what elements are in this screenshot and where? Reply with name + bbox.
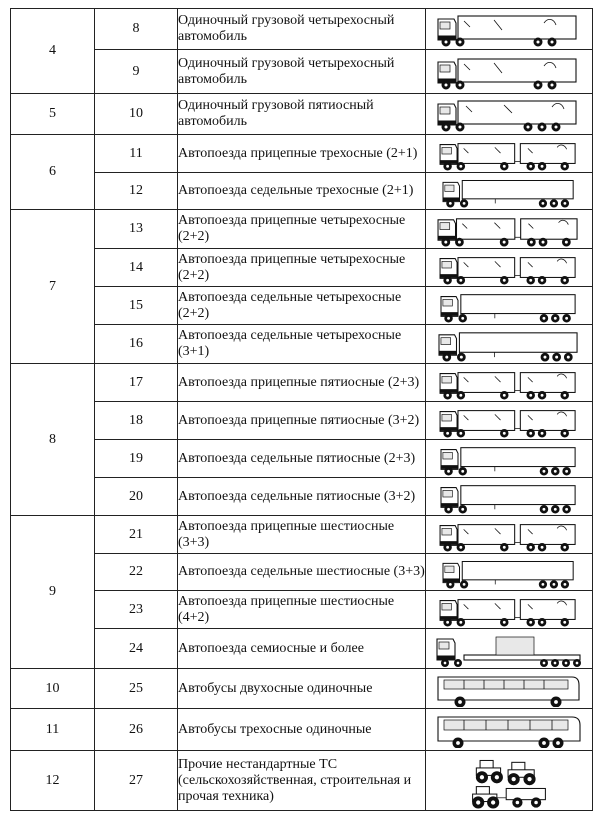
rigid-truck-5-axle-icon	[434, 96, 584, 132]
vehicle-class-description: Автопоезда прицепные четырехосные (2+2)	[178, 210, 426, 249]
vehicle-class-number: 23	[95, 591, 178, 629]
table-row	[11, 210, 593, 249]
truck-trailer-icon	[434, 212, 584, 247]
table-row	[11, 669, 593, 709]
vehicle-illustration-cell	[426, 50, 593, 94]
truck-trailer-icon	[434, 366, 584, 400]
vehicle-group-cell: 11	[11, 709, 95, 751]
table-row	[11, 135, 593, 173]
vehicle-class-description: Автопоезда прицепные четырехосные (2+2)	[178, 249, 426, 287]
vehicle-group-cell: 5	[11, 94, 95, 135]
bus-2-axle-icon	[434, 671, 584, 707]
table-body	[11, 9, 593, 811]
table-row	[11, 364, 593, 402]
vehicle-illustration-cell	[426, 554, 593, 591]
vehicle-class-number: 17	[95, 364, 178, 402]
tractor-semitrailer-icon	[434, 480, 584, 514]
vehicle-class-description: Одиночный грузовой пятиосный автомобиль	[178, 94, 426, 135]
vehicle-group-cell: 10	[11, 669, 95, 709]
tractor-semitrailer-icon	[434, 556, 584, 589]
vehicle-group-cell: 8	[11, 364, 95, 516]
table-row	[11, 554, 593, 591]
table-row	[11, 173, 593, 210]
table-row	[11, 478, 593, 516]
table-row	[11, 50, 593, 94]
vehicle-class-number: 26	[95, 709, 178, 751]
vehicle-class-description: Одиночный грузовой четырехосный автомобиль	[178, 9, 426, 50]
vehicle-illustration-cell	[426, 210, 593, 249]
tractor-machinery-icon	[434, 753, 584, 809]
vehicle-class-number: 16	[95, 325, 178, 364]
vehicle-illustration-cell	[426, 364, 593, 402]
vehicle-class-description: Автопоезда седельные трехосные (2+1)	[178, 173, 426, 210]
vehicle-illustration-cell	[426, 751, 593, 811]
vehicle-class-number: 19	[95, 440, 178, 478]
vehicle-class-description: Автопоезда седельные пятиосные (2+3)	[178, 440, 426, 478]
tractor-semitrailer-icon	[434, 175, 584, 208]
vehicle-class-description: Прочие нестандартные ТС (сельскохозяйственная, строительная и прочая техника)	[178, 751, 426, 811]
vehicle-class-number: 12	[95, 173, 178, 210]
vehicle-class-number: 9	[95, 50, 178, 94]
vehicle-class-number: 27	[95, 751, 178, 811]
vehicle-class-description: Автопоезда седельные пятиосные (3+2)	[178, 478, 426, 516]
tractor-semitrailer-icon	[434, 442, 584, 476]
truck-trailer-icon	[434, 404, 584, 438]
vehicle-class-number: 11	[95, 135, 178, 173]
vehicle-class-number: 21	[95, 516, 178, 554]
vehicle-group-cell: 9	[11, 516, 95, 669]
vehicle-illustration-cell	[426, 516, 593, 554]
vehicle-class-description: Автобусы двухосные одиночные	[178, 669, 426, 709]
vehicle-class-number: 24	[95, 629, 178, 669]
vehicle-class-number: 18	[95, 402, 178, 440]
truck-trailer-icon	[434, 137, 584, 171]
vehicle-illustration-cell	[426, 669, 593, 709]
table-row	[11, 591, 593, 629]
vehicle-class-description: Автопоезда семиосные и более	[178, 629, 426, 669]
vehicle-class-description: Автопоезда прицепные шестиосные (3+3)	[178, 516, 426, 554]
table-row	[11, 440, 593, 478]
vehicle-class-number: 22	[95, 554, 178, 591]
vehicle-illustration-cell	[426, 287, 593, 325]
vehicle-class-description: Одиночный грузовой четырехосный автомобиль	[178, 50, 426, 94]
vehicle-class-description: Автопоезда седельные шестиосные (3+3)	[178, 554, 426, 591]
vehicle-class-description: Автопоезда прицепные пятиосные (3+2)	[178, 402, 426, 440]
vehicle-class-description: Автопоезда прицепные пятиосные (2+3)	[178, 364, 426, 402]
table-row	[11, 402, 593, 440]
vehicle-class-table	[10, 8, 593, 811]
vehicle-illustration-cell	[426, 173, 593, 210]
vehicle-class-number: 14	[95, 249, 178, 287]
truck-trailer-icon	[434, 518, 584, 552]
table-row	[11, 249, 593, 287]
vehicle-group-cell: 4	[11, 9, 95, 94]
vehicle-class-number: 15	[95, 287, 178, 325]
vehicle-group-cell: 12	[11, 751, 95, 811]
vehicle-group-cell: 7	[11, 210, 95, 364]
vehicle-illustration-cell	[426, 325, 593, 364]
vehicle-illustration-cell	[426, 402, 593, 440]
tractor-semitrailer-icon	[434, 327, 584, 362]
vehicle-illustration-cell	[426, 9, 593, 50]
table-row	[11, 516, 593, 554]
vehicle-class-number: 25	[95, 669, 178, 709]
vehicle-illustration-cell	[426, 709, 593, 751]
table-row	[11, 9, 593, 50]
vehicle-illustration-cell	[426, 94, 593, 135]
vehicle-class-number: 8	[95, 9, 178, 50]
heavy-lowbed-trailer-icon	[434, 631, 584, 667]
table-row	[11, 287, 593, 325]
truck-trailer-icon	[434, 251, 584, 285]
vehicle-class-description: Автопоезда седельные четырехосные (3+1)	[178, 325, 426, 364]
vehicle-illustration-cell	[426, 478, 593, 516]
vehicle-class-number: 10	[95, 94, 178, 135]
rigid-truck-4-axle-icon	[434, 11, 584, 47]
vehicle-illustration-cell	[426, 591, 593, 629]
table-row	[11, 629, 593, 669]
vehicle-group-cell: 6	[11, 135, 95, 210]
table-row	[11, 751, 593, 811]
tractor-semitrailer-icon	[434, 289, 584, 323]
vehicle-class-number: 20	[95, 478, 178, 516]
vehicle-class-description: Автобусы трехосные одиночные	[178, 709, 426, 751]
bus-3-axle-icon	[434, 712, 584, 748]
vehicle-class-number: 13	[95, 210, 178, 249]
table-row	[11, 325, 593, 364]
vehicle-class-description: Автопоезда прицепные шестиосные (4+2)	[178, 591, 426, 629]
vehicle-class-description: Автопоезда прицепные трехосные (2+1)	[178, 135, 426, 173]
rigid-truck-4-axle-icon	[434, 54, 584, 90]
vehicle-illustration-cell	[426, 440, 593, 478]
table-row	[11, 709, 593, 751]
vehicle-illustration-cell	[426, 249, 593, 287]
truck-trailer-icon	[434, 593, 584, 627]
table-row	[11, 94, 593, 135]
vehicle-illustration-cell	[426, 629, 593, 669]
vehicle-class-description: Автопоезда седельные четырехосные (2+2)	[178, 287, 426, 325]
vehicle-illustration-cell	[426, 135, 593, 173]
